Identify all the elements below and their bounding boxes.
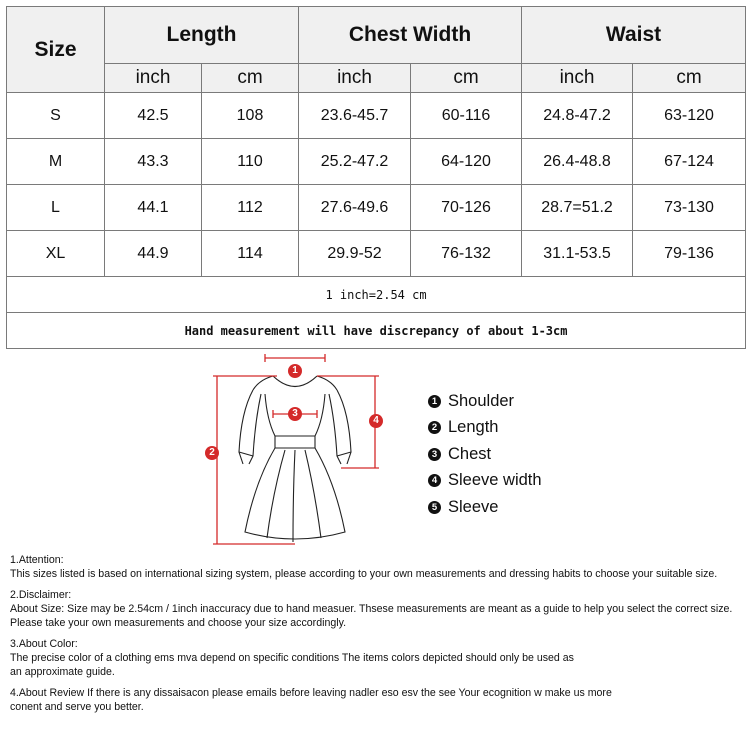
unit-cell: cm [633, 64, 746, 93]
header-length: Length [105, 7, 299, 64]
table-cell: 76-132 [411, 231, 522, 277]
size-label: S [7, 93, 105, 139]
disclaimer-title: 2.Disclaimer: [10, 589, 72, 601]
unit-cell: cm [411, 64, 522, 93]
table-cell: 26.4-48.8 [522, 139, 633, 185]
dress-illustration [195, 352, 395, 552]
table-cell: 43.3 [105, 139, 202, 185]
table-cell: 67-124 [633, 139, 746, 185]
legend-number: 5 [428, 501, 441, 514]
legend-label: Length [448, 418, 499, 437]
table-cell: 79-136 [633, 231, 746, 277]
size-label: L [7, 185, 105, 231]
disclaimer-text: About Size: Size may be 2.54cm / 1inch inaccuracy due to hand measuer. Thsese measurements are meant as a guide to help you select the correct size. [10, 603, 733, 615]
legend-number: 2 [428, 421, 441, 434]
legend-label: Shoulder [448, 391, 515, 410]
legend-label: Sleeve width [448, 471, 542, 490]
table-header-row [7, 7, 746, 64]
table-cell: 44.9 [105, 231, 202, 277]
disclaimer-text: Please take your own measurements and choose your size accordingly. [10, 617, 347, 629]
table-row [7, 231, 746, 277]
size-label: XL [7, 231, 105, 277]
table-cell: 44.1 [105, 185, 202, 231]
color-text: The precise color of a clothing ems mva depend on specific conditions The items colors depicted should only be used as [10, 652, 574, 664]
legend-item [428, 388, 542, 415]
review-text: 4.About Review If there is any dissaisacon please emails before leaving nadler eso esv the see Your ecognition w make us more [10, 687, 612, 699]
legend-item [428, 494, 542, 521]
table-cell: 112 [202, 185, 299, 231]
legend-item [428, 468, 542, 495]
legend-item [428, 441, 542, 468]
table-cell: 31.1-53.5 [522, 231, 633, 277]
unit-cell: inch [299, 64, 411, 93]
measurement-note-row [7, 313, 746, 349]
attention-note [10, 553, 745, 581]
marker-sleeve-width: 4 [369, 414, 383, 428]
table-cell: 60-116 [411, 93, 522, 139]
table-cell: 29.9-52 [299, 231, 411, 277]
legend-number: 3 [428, 448, 441, 461]
notes-section [10, 553, 745, 721]
dress-outline [239, 376, 351, 542]
table-cell: 23.6-45.7 [299, 93, 411, 139]
attention-title: 1.Attention: [10, 554, 64, 566]
table-row [7, 139, 746, 185]
table-cell: 28.7=51.2 [522, 185, 633, 231]
color-title: 3.About Color: [10, 638, 78, 650]
marker-chest: 3 [288, 407, 302, 421]
dress-diagram [195, 352, 395, 552]
conversion-note: 1 inch=2.54 cm [7, 277, 746, 313]
header-chest-width: Chest Width [299, 7, 522, 64]
color-note [10, 637, 745, 679]
size-chart-table [6, 6, 746, 349]
legend-label: Chest [448, 444, 492, 463]
table-row [7, 185, 746, 231]
table-row [7, 93, 746, 139]
measurement-note: Hand measurement will have discrepancy of about 1-3cm [7, 313, 746, 349]
conversion-note-row [7, 277, 746, 313]
legend-number: 4 [428, 474, 441, 487]
marker-shoulder: 1 [288, 364, 302, 378]
marker-length: 2 [205, 446, 219, 460]
legend-label: Sleeve [448, 497, 499, 516]
table-cell: 27.6-49.6 [299, 185, 411, 231]
table-cell: 108 [202, 93, 299, 139]
disclaimer-note [10, 588, 745, 630]
table-cell: 110 [202, 139, 299, 185]
unit-cell: inch [105, 64, 202, 93]
size-label: M [7, 139, 105, 185]
table-cell: 42.5 [105, 93, 202, 139]
table-unit-row [7, 64, 746, 93]
unit-cell: cm [202, 64, 299, 93]
legend-item [428, 415, 542, 442]
table-cell: 114 [202, 231, 299, 277]
review-note [10, 686, 745, 714]
color-text: an approximate guide. [10, 666, 115, 678]
table-cell: 64-120 [411, 139, 522, 185]
measurement-legend [428, 388, 542, 521]
legend-number: 1 [428, 395, 441, 408]
table-cell: 63-120 [633, 93, 746, 139]
table-cell: 25.2-47.2 [299, 139, 411, 185]
unit-cell: inch [522, 64, 633, 93]
header-waist: Waist [522, 7, 746, 64]
table-cell: 70-126 [411, 185, 522, 231]
table-cell: 24.8-47.2 [522, 93, 633, 139]
measure-lines [213, 354, 379, 544]
header-size: Size [7, 7, 105, 93]
attention-text: This sizes listed is based on international sizing system, please according to your own measurements and dressing habits to choose your suitable size. [10, 568, 718, 580]
table-cell: 73-130 [633, 185, 746, 231]
review-text: conent and serve you better. [10, 701, 144, 713]
